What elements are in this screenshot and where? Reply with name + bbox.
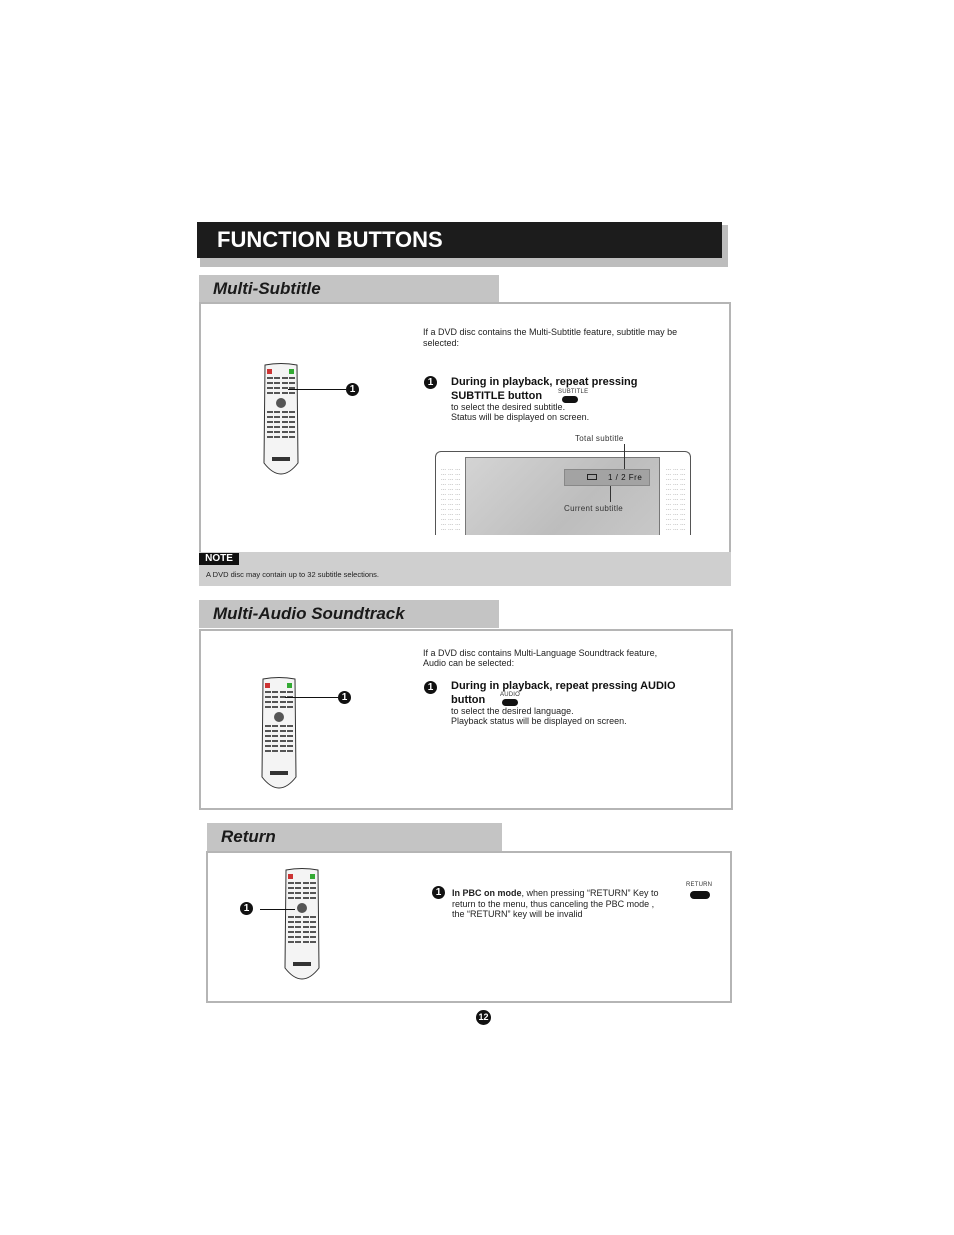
remote-control-icon	[262, 363, 300, 479]
note-bar	[199, 552, 731, 586]
callout-number: 1	[346, 383, 359, 396]
current-subtitle-label: Current subtitle	[564, 504, 624, 513]
subtitle-intro: If a DVD disc contains the Multi-Subtitle feature, subtitle may be selected:	[423, 327, 678, 348]
audio-button-caption: AUDIO	[500, 692, 521, 698]
subtitle-osd	[564, 469, 650, 486]
callout-line	[285, 697, 338, 698]
return-button-icon	[690, 891, 710, 899]
return-button-caption: RETURN	[686, 882, 713, 888]
callout-number: 1	[240, 902, 253, 915]
subtitle-box-icon	[587, 474, 597, 480]
callout-line	[288, 389, 346, 390]
return-section-heading: Return	[207, 823, 502, 851]
step-number: 1	[432, 886, 445, 899]
subtitle-section-heading: Multi-Subtitle	[199, 275, 499, 303]
callout-number: 1	[338, 691, 351, 704]
step-title-line2: button	[451, 694, 486, 706]
audio-button-icon	[502, 699, 518, 706]
speaker-left: --- --- --- --- --- --- --- --- --- --- --- --- --- --- --- --- --- --- --- --- --- --- --- --- --- --- --- --- --- --- --- --- --- --- --- --- --- --- ---	[441, 466, 461, 531]
step-title-line2: SUBTITLE button	[451, 390, 543, 402]
audio-intro-line1: If a DVD disc contains Multi-Language Soundtrack feature,	[423, 648, 658, 658]
total-subtitle-label: Total subtitle	[575, 434, 624, 443]
step-number: 1	[424, 681, 437, 694]
current-pointer-line	[610, 486, 611, 502]
callout-line	[260, 909, 295, 910]
remote-control-icon	[260, 677, 298, 793]
osd-value: 1 / 2 Fre	[608, 473, 643, 482]
step-title-line1: During in playback, repeat pressing	[451, 376, 638, 388]
audio-intro-line2: Audio can be selected:	[423, 658, 515, 668]
note-text: A DVD disc may contain up to 32 subtitle selections.	[206, 570, 380, 579]
subtitle-button-caption: SUBTITLE	[558, 389, 589, 395]
audio-section-heading: Multi-Audio Soundtrack	[199, 600, 499, 628]
speaker-right: --- --- --- --- --- --- --- --- --- --- --- --- --- --- --- --- --- --- --- --- --- --- --- --- --- --- --- --- --- --- --- --- --- --- --- --- --- --- ---	[666, 466, 686, 531]
total-pointer-line	[624, 444, 625, 470]
return-step-line1	[452, 888, 659, 899]
page-number: 12	[476, 1010, 491, 1025]
step-desc-line2: Playback status will be displayed on screen.	[451, 716, 627, 726]
step-title-line1: During in playback, repeat pressing AUDIO	[451, 680, 676, 692]
return-step-text1: , when pressing “RETURN” Key to	[521, 888, 659, 898]
page-title: FUNCTION BUTTONS	[197, 222, 722, 258]
step-desc-line1: to select the desired subtitle.	[451, 402, 566, 412]
step-desc-line2: Status will be displayed on screen.	[451, 412, 590, 422]
return-step-line3: the “RETURN” key will be invalid	[452, 909, 583, 919]
return-step-bold: In PBC on mode	[452, 888, 522, 898]
remote-control-icon	[283, 868, 321, 984]
return-step-line2: return to the menu, thus canceling the PBC mode ,	[452, 899, 655, 909]
step-desc-line1: to select the desired language.	[451, 706, 574, 716]
step-number: 1	[424, 376, 437, 389]
note-label: NOTE	[199, 553, 239, 565]
